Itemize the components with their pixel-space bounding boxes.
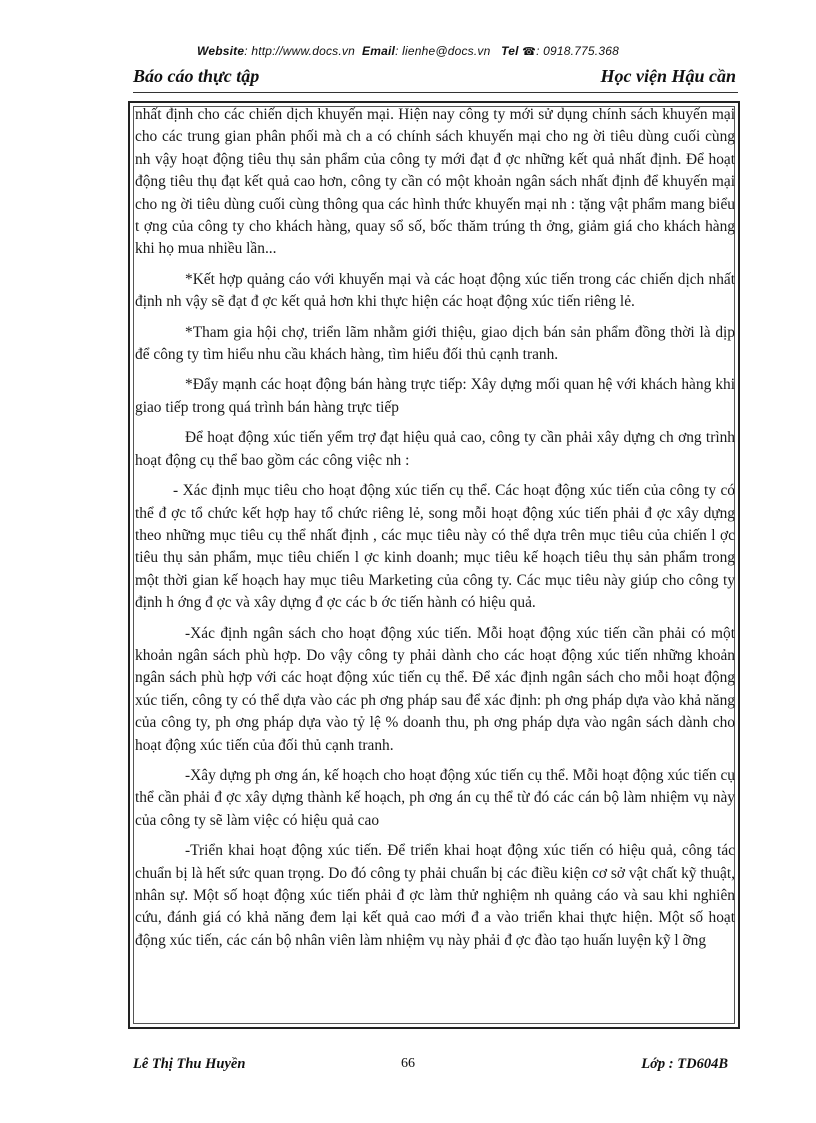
footer-class: Lớp : TD604B xyxy=(641,1056,728,1072)
page-number: 66 xyxy=(401,1056,415,1071)
paragraph: nhất định cho các chiến dịch khuyến mại. Hiện nay công ty mới sử dụng chính sách khuyến mại cho các trung gian phân phối mà ch a có chính sách khuyến mại cho ng ời tiêu dùng cuối cùng nh vậy hoạt động tiêu thụ sản phẩm của công ty mới đạt đ ợc những kết quả nhất định. Để hoạt động tiêu thụ đạt kết quả cao hơn, công ty cần có một khoản ngân sách nhất định để khuyến mại cho ng ời tiêu dùng cuối cùng thông qua các hình thức khuyến mại nh : tặng vật phẩm mang biểu t ợng của công ty cho khách hàng, quay sổ số, bốc thăm trúng th ởng, giảm giá cho khách hàng khi họ mua nhiều lần... xyxy=(135,106,735,258)
header-divider xyxy=(133,92,738,93)
paragraph: -Triển khai hoạt động xúc tiến. Để triển khai hoạt động xúc tiến có hiệu quả, công tác chuẩn bị là hết sức quan trọng. Do đó công ty phải chuẩn bị các điều kiện cơ sở vật chất kỹ thuật, nhân sự. Một số hoạt động xúc tiến phải đ ợc làm thử nghiệm nh quảng cáo và sau khi nghiên cứu, đánh giá có khả năng đem lại kết quả cao mới đ a vào triển khai thực hiện. Một số hoạt động xúc tiến, các cán bộ nhân viên làm nhiệm vụ này phải đ ợc đào tạo huấn luyện kỹ l ỡng xyxy=(135,842,735,949)
footer-author: Lê Thị Thu Huyền xyxy=(133,1056,246,1072)
website-header-line xyxy=(0,44,816,58)
website-url: : http://www.docs.vn xyxy=(244,44,355,58)
paragraph: - Xác định mục tiêu cho hoạt động xúc tiến cụ thể. Các hoạt động xúc tiến của công ty có thể đ ợc tổ chức kết hợp hay tổ chức riêng lẻ, song mỗi hoạt động xúc tiến phải đ ợc xây dựng theo những mục tiêu cụ thể nhất định , các mục tiêu này có thể dựa trên mục tiêu của chiến l ợc tiêu thụ sản phẩm, mục tiêu chiến l ợc kinh doanh; mục tiêu kế hoạch tiêu thụ sản phẩm trong một thời gian kế hoạch hay mục tiêu Marketing của công ty. Các mục tiêu này giúp cho công ty định h ớng đ ợc và xây dựng đ ợc các b ớc tiến hành có hiệu quả. xyxy=(135,482,735,612)
phone-icon: ☎ xyxy=(522,46,537,58)
paragraph: *Tham gia hội chợ, triển lãm nhằm giới thiệu, giao dịch bán sản phẩm đồng thời là dịp để công ty tìm hiểu nhu cầu khách hàng, tìm hiểu đối thủ cạnh tranh. xyxy=(135,323,735,364)
paragraph: Để hoạt động xúc tiến yểm trợ đạt hiệu quả cao, công ty cần phải xây dựng ch ơng trình hoạt động cụ thể bao gồm các công việc nh : xyxy=(135,429,735,469)
paragraph: *Kết hợp quảng cáo với khuyến mại và các hoạt động xúc tiến trong các chiến dịch nhất định nh vậy sẽ đạt đ ợc kết quả hơn khi thực hiện các hoạt động xúc tiến riêng lẻ. xyxy=(135,270,735,311)
paragraph: -Xác định ngân sách cho hoạt động xúc tiến. Mỗi hoạt động xúc tiến cần phải có một khoản ngân sách phù hợp. Do vậy công ty phải dành cho các hoạt động xúc tiến những khoản ngân sách phù hợp với các hoạt động xúc tiến cụ thể. Để xác định ngân sách cho mỗi hoạt động xúc tiến, công ty có thể dựa vào các ph ơng pháp sau để xác định: ph ơng pháp dựa vào khả năng của công ty, ph ơng pháp dựa vào tỷ lệ % doanh thu, ph ơng pháp dựa vào ngân sách dành cho hoạt động xúc tiến của đối thủ cạnh tranh. xyxy=(135,624,735,754)
paragraph: -Xây dựng ph ơng án, kế hoạch cho hoạt động xúc tiến cụ thể. Mỗi hoạt động xúc tiến cụ thể cần phải đ ợc xây dựng thành kế hoạch, ph ơng án cụ thể từ đó các cán bộ làm nhiệm vụ này của công ty sẽ làm việc có hiệu quả cao xyxy=(135,766,735,829)
email-address: : lienhe@docs.vn xyxy=(395,44,491,58)
tel-label: Tel xyxy=(501,44,519,58)
report-title: Báo cáo thực tập xyxy=(133,66,260,86)
email-label: Email xyxy=(362,44,396,58)
body-text xyxy=(135,104,735,960)
website-label: Website xyxy=(197,44,245,58)
paragraph: *Đẩy mạnh các hoạt động bán hàng trực tiếp: Xây dựng mối quan hệ với khách hàng khi giao tiếp trong quá trình bán hàng trực tiếp xyxy=(135,376,735,416)
institution-title: Học viện Hậu cần xyxy=(600,66,736,86)
tel-number: : 0918.775.368 xyxy=(536,44,619,58)
